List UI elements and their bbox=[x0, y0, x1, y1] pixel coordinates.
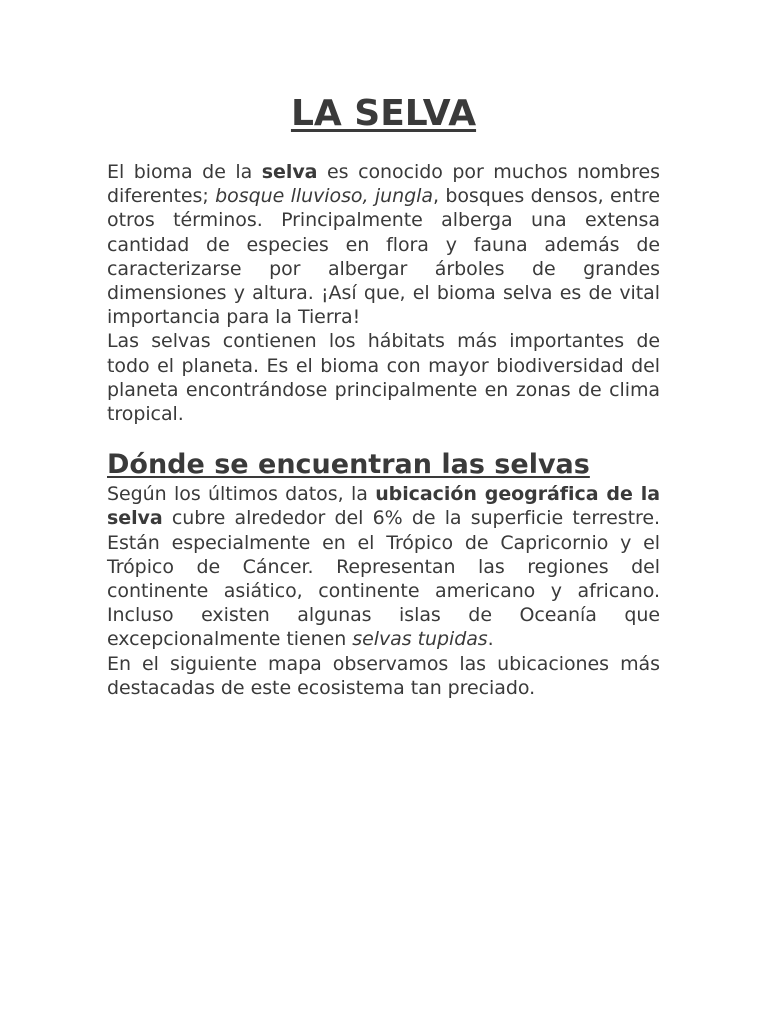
section-paragraph-1 bbox=[107, 482, 660, 651]
intro-italic-names: bosque lluvioso, jungla bbox=[215, 185, 433, 208]
section-text-1: Según los últimos datos, la bbox=[107, 483, 376, 506]
document-page bbox=[107, 88, 660, 700]
section-italic-tupidas: selvas tupidas bbox=[352, 628, 488, 651]
intro-bold-selva: selva bbox=[261, 161, 318, 183]
intro-text-3: , bosques densos, entre otros términos. Principalmente alberga una extensa cantidad de especies en flora y fauna además de caracterizarse por albergar árboles de grandes dimensiones y altura. ¡Así que, el bioma selva es de vital importancia para la Tierra! bbox=[107, 185, 660, 329]
intro-text-2: es conocido por muchos nombres diferentes; bbox=[107, 161, 660, 208]
section-text-3: . bbox=[487, 628, 494, 651]
section-text-2: cubre alrededor del 6% de la superficie terrestre. Están especialmente en el Trópico de Capricornio y el Trópico de Cáncer. Representan las regiones del continente asiático, continente americano y africano. Incluso existen algunas islas de Oceanía que excepcionalmente tienen bbox=[107, 507, 660, 651]
intro-paragraph-2: Las selvas contienen los hábitats más importantes de todo el planeta. Es el bioma con mayor biodiversidad del planeta encontrándose principalmente en zonas de clima tropical. bbox=[107, 330, 660, 426]
section-paragraph-2: En el siguiente mapa observamos las ubicaciones más destacadas de este ecosistema tan preciado. bbox=[107, 652, 660, 699]
page-title: LA SELVA bbox=[290, 93, 477, 134]
intro-text-1: El bioma de la bbox=[107, 161, 262, 183]
intro-paragraph-1 bbox=[107, 160, 660, 329]
section-bold-location: ubicación geográfica de la selva bbox=[107, 483, 661, 530]
section-heading: Dónde se encuentran las selvas bbox=[107, 449, 590, 481]
